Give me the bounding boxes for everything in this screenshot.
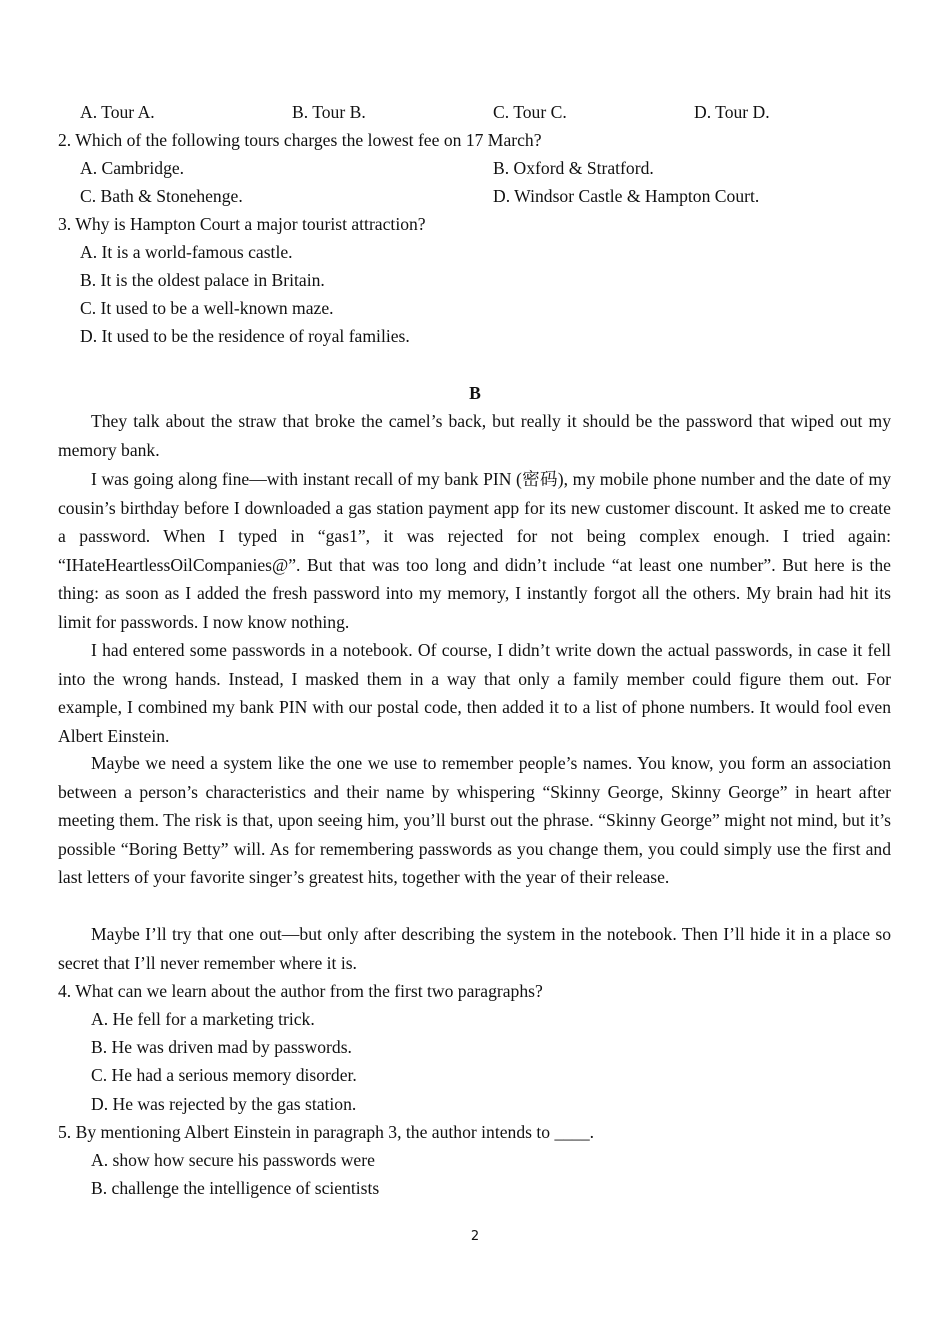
paragraph-3: I had entered some passwords in a notebook. Of course, I didn’t write down the actual passwords, in case it fell into the wrong hands. Instead, I masked them in a way that only a family member could figure them out. For example, I combined my bank PIN with our postal code, then added it to a list of phone numbers. It would fool even Albert Einstein.: [58, 640, 891, 746]
q2-option-c: C. Bath & Stonehenge.: [80, 186, 243, 206]
q3-option-c: C. It used to be a well-known maze.: [80, 298, 334, 318]
section-title: B: [469, 383, 481, 403]
q3-stem: 3. Why is Hampton Court a major tourist attraction?: [58, 214, 426, 234]
paragraph-1: They talk about the straw that broke the camel’s back, but really it should be the password that wiped out my memory bank.: [58, 411, 891, 460]
q4-stem: 4. What can we learn about the author from the first two paragraphs?: [58, 981, 543, 1001]
q4-option-c: C. He had a serious memory disorder.: [91, 1065, 357, 1085]
q1-option-d: D. Tour D.: [694, 102, 770, 122]
q4-option-d: D. He was rejected by the gas station.: [91, 1094, 357, 1114]
q4-option-b: B. He was driven mad by passwords.: [91, 1037, 352, 1057]
q2-option-d: D. Windsor Castle & Hampton Court.: [493, 186, 760, 206]
q1-option-b: B. Tour B.: [292, 102, 366, 122]
q5-option-a: A. show how secure his passwords were: [91, 1150, 375, 1170]
q3-option-d: D. It used to be the residence of royal families.: [80, 326, 410, 346]
q2-option-b: B. Oxford & Stratford.: [493, 158, 654, 178]
q3-option-b: B. It is the oldest palace in Britain.: [80, 270, 325, 290]
q4-option-a: A. He fell for a marketing trick.: [91, 1009, 315, 1029]
q1-option-a: A. Tour A.: [80, 102, 155, 122]
q1-option-c: C. Tour C.: [493, 102, 567, 122]
q5-option-b: B. challenge the intelligence of scientists: [91, 1178, 380, 1198]
q5-stem: 5. By mentioning Albert Einstein in paragraph 3, the author intends to ____.: [58, 1122, 595, 1142]
q3-option-a: A. It is a world-famous castle.: [80, 242, 293, 262]
q2-stem: 2. Which of the following tours charges the lowest fee on 17 March?: [58, 130, 542, 150]
paragraph-5: Maybe I’ll try that one out—but only after describing the system in the notebook. Then I’ll hide it in a place so secret that I’ll never remember where it is.: [58, 924, 891, 973]
page-number: 2: [470, 1229, 480, 1244]
q2-option-a: A. Cambridge.: [80, 158, 185, 178]
paragraph-4: Maybe we need a system like the one we use to remember people’s names. You know, you form an association between a person’s characteristics and their name by whispering “Skinny George, Skinny George” in heart after meeting them. The risk is that, upon seeing him, you’ll burst out the phrase. “Skinny George” might not mind, but it’s possible “Boring Betty” will. As for remembering passwords as you change them, you could simply use the first and last letters of your favorite singer’s greatest hits, together with the year of their release.: [58, 753, 891, 887]
paragraph-2: I was going along fine—with instant recall of my bank PIN (密码), my mobile phone number and the date of my cousin’s birthday before I downloaded a gas station payment app for its new customer discount. It asked me to create a password. When I typed in “gas1”, it was rejected for not being complex enough. I tried again: “IHateHeartlessOilCompanies@”. But that was too long and didn’t include “at least one number”. But here is the thing: as soon as I added the fresh password into my memory, I instantly forgot all the others. My brain had hit its limit for passwords. I now know nothing.: [58, 469, 891, 632]
